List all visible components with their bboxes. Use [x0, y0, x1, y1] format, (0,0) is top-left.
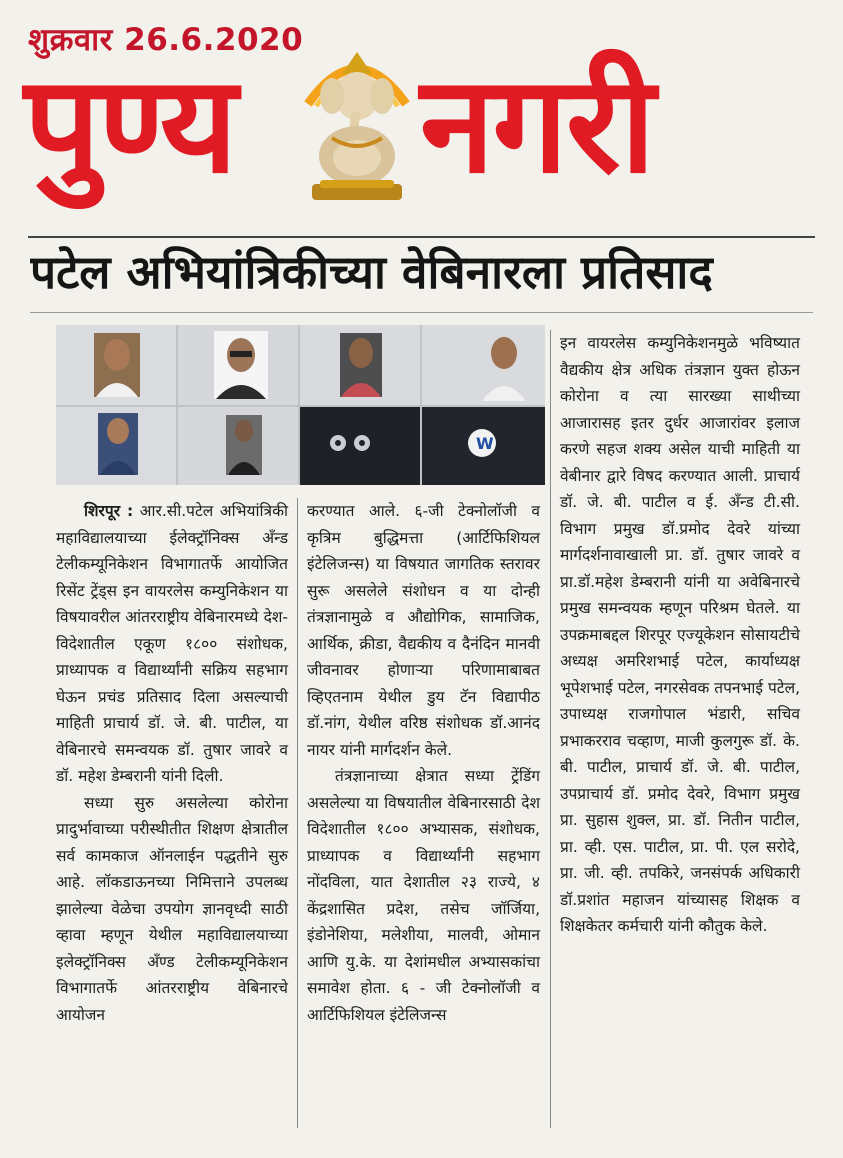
article-paragraph: तंत्रज्ञानाच्या क्षेत्रात सध्या ट्रेंडिंग असलेल्या या विषयातील वेबिनारसाठी देश विदेशातील १८०० अभ्यासक, संशोधक, प्राध्यापक व विद्यार्थ्यांनी सहभाग नोंदविला, यात देशातील २३ राज्ये, ४ केंद्रशासित प्रदेश, तसेच जॉर्जिया, इंडोनेशिया, मलेशीया, मालवी, ओमान आणि यु.के. या देशांमधील अभ्यासकांचा समावेश होता. ६ - जी टेक्नोलॉजी व आर्टिफिशियल इंटेलिजन्स [307, 767, 540, 1024]
article-column-1 [56, 498, 288, 1028]
article-paragraph: सध्या सुरु असलेल्या कोरोना प्रादुर्भावाच्या परीस्थीतीत शिक्षण क्षेत्रातील सर्व कामकाज ऑनलाईन पद्धतीने सुरु आहे. लॉकडाऊनच्या निमित्ताने उपलब्ध झालेल्या वेळेचा उपयोग ज्ञानवृध्दी साठी व्हावा म्हणून येथील महाविद्यालयाच्या इलेक्ट्रॉनिक्स अँण्ड टेलीकम्यूनिकेशन विभागातर्फे आंतरराष्ट्रीय वेबिनारचे आयोजन [56, 793, 288, 1024]
masthead-rule [28, 236, 815, 238]
article-paragraph: इन वायरलेस कम्युनिकेशनमुळे भविष्यात वैद्यकीय क्षेत्र अधिक तंत्रज्ञान युक्त होऊन कोरोना व त्या सारख्या साथीच्या आजारासह इतर दुर्धर आजारांवर इलाज करणे सहज शक्य असेल याची माहिती या वेबीनार द्वारे विषद करण्यात आली. प्राचार्य डॉ. जे. बी. पाटील व ई. अँन्ड टी.सी. विभाग प्रमुख डॉ.प्रमोद देवरे यांच्या मार्गदर्शनावाखाली प्रा. डॉ. तुषार जावरे व प्रा.डॉ.महेश डेम्बरानी यांनी या अवेबिनारचे प्रमुख समन्वयक म्हणून परिश्रम घेतले. या उपक्रमाबद्दल शिरपूर एज्यूकेशन सोसायटीचे अध्यक्ष अमरिशभाई पटेल, कार्याध्यक्ष भूपेशभाई पटेल, नगरसेवक तपनभाई पटेल, उपाध्यक्ष राजगोपाल भंडारी, सचिव प्रभाकरराव चव्हाण, माजी कुलगुरू डॉ. के. बी. पाटील, प्राचार्य डॉ. जे. बी. पाटील, उपप्राचार्य डॉ. प्रमोद देवरे, विभाग प्रमुख प्रा. सुहास शुक्ल, प्रा. डॉ. नितीन पाटील, प्रा. व्ही. एस. पाटील, प्रा. पी. एल सरोदे, प्रा. जी. व्ही. तपकिरे, जनसंपर्क अधिकारी डॉ.प्रशांत महाजन यांच्यासह शिक्षक व शिक्षकेतर कर्मचारी यांनी कौतुक केले. [560, 334, 801, 935]
article-headline: पटेल अभियांत्रिकीच्या वेबिनारला प्रतिसाद [30, 246, 713, 299]
participant-tile [422, 325, 545, 405]
ganesha-logo [298, 34, 416, 204]
video-grid-icon [56, 325, 545, 485]
participant-tile [178, 407, 298, 485]
participant-tile [56, 407, 176, 485]
article-column-3 [560, 330, 800, 940]
participant-tile [56, 325, 176, 405]
webinar-logo-icon [422, 407, 545, 485]
dateline-place: शिरपूर : [84, 502, 134, 520]
svg-text:W: W [476, 434, 494, 453]
publication-date: शुक्रवार 26.6.2020 [28, 22, 304, 58]
article-column-2 [307, 498, 540, 1028]
column-divider [297, 498, 298, 1128]
webinar-screenshot [56, 325, 545, 485]
masthead-name-right: नगरी [420, 47, 654, 203]
participant-tile [300, 407, 420, 485]
article-paragraph: आर.सी.पटेल अभियांत्रिकी महाविद्यालयाच्या ईलेक्ट्रॉनिक्स अँन्ड टेलीकम्यूनिकेशन विभागातर्फे आयोजित रिसेंट ट्रेंड्स इन वायरलेस कम्युनिकेशन या विषयावरील आंतरराष्ट्रीय वेबिनारमध्ये देश- विदेशातील एकूण १८०० संशोधक, प्राध्यापक व विद्यार्थ्यांनी सक्रिय सहभाग घेऊन प्रचंड प्रतिसाद दिला असल्याची माहिती प्राचार्य डॉ. जे. बी. पाटील, या वेबिनारचे समन्वयक डॉ. तुषार जावरे व डॉ. महेश डेम्बरानी यांनी दिली. [56, 502, 288, 785]
participant-tile [178, 325, 298, 405]
headline-rule [30, 312, 813, 313]
column-divider [550, 330, 551, 1128]
masthead-name-left: पुण्य [24, 47, 236, 203]
article-paragraph: करण्यात आले. ६-जी टेक्नोलॉजी व कृत्रिम बुद्धिमत्ता (आर्टिफिशियल इंटेलिजन्स) या विषयात जागतिक स्तरावर सुरू असलेले संशोधन व या दोन्ही तंत्रज्ञानामुळे व औद्योगिक, सामाजिक, आर्थिक, क्रीडा, वैद्यकीय व दैनंदिन मानवी जीवनावर होणाऱ्या परिणामाबाबत व्हिएतनाम येथील डुय टॅन विद्यापीठ डॉ.नांग, येथील वरिष्ठ संशोधक डॉ.आनंद नायर यांनी मार्गदर्शन केले. [307, 502, 540, 759]
participant-tile [300, 325, 420, 405]
